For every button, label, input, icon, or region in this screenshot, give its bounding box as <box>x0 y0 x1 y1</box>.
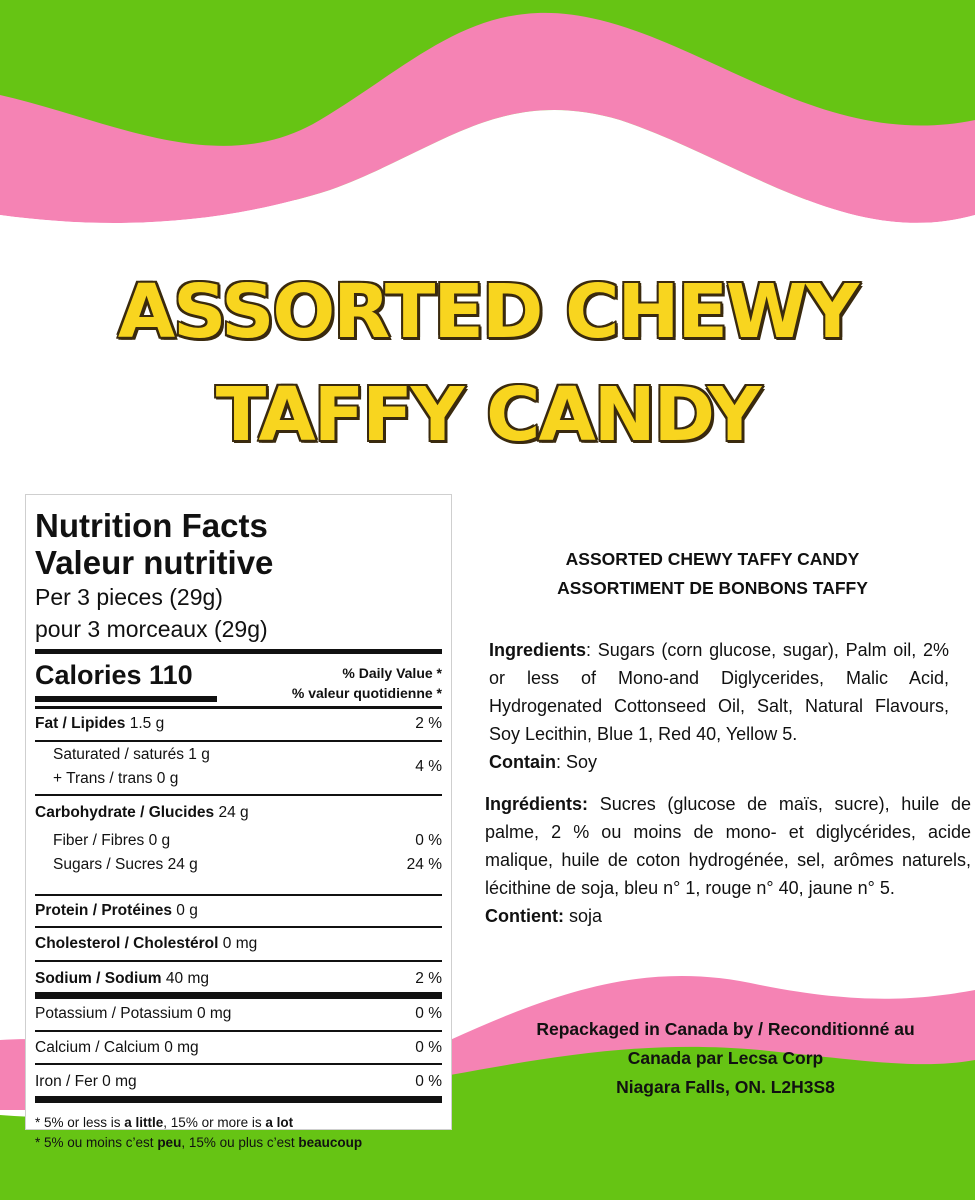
calories-underline <box>35 696 217 702</box>
repack-line-1: Repackaged in Canada by / Reconditionné au <box>536 1019 915 1039</box>
ingredients-en-label: Ingredients <box>489 640 587 660</box>
fat-pct: 2 % <box>415 715 442 732</box>
nutrition-heading-en: Nutrition Facts <box>35 507 268 544</box>
fiber-label: Fiber / Fibres 0 g <box>53 832 171 849</box>
carb-amount: 24 g <box>218 804 249 821</box>
sugars-pct: 24 % <box>406 856 442 873</box>
repack-line-3: Niagara Falls, ON. L2H3S8 <box>616 1077 835 1097</box>
fat-amount: 1.5 g <box>129 715 165 732</box>
contains-en: Contain: Soy <box>489 752 598 772</box>
potassium-pct: 0 % <box>415 1005 442 1022</box>
calcium-label: Calcium / Calcium 0 mg <box>35 1039 199 1056</box>
product-name-en: ASSORTED CHEWY TAFFY CANDY <box>565 549 860 569</box>
iron-label: Iron / Fer 0 mg <box>35 1073 137 1090</box>
calcium-row <box>35 1032 442 1065</box>
calcium-pct: 0 % <box>415 1039 442 1056</box>
divider-heavy-bottom <box>35 1096 442 1103</box>
saturated-trans-pct: 4 % <box>415 758 442 775</box>
fat-label: Fat / Lipides <box>35 715 126 732</box>
calories-row <box>35 654 442 706</box>
iron-row <box>35 1065 442 1096</box>
ingredients-fr-text: Sucres (glucose de maïs, sucre), huile de palme, 2 % ou moins de mono- et diglycérides, acide malique, huile de coton hydrogénée, sel, arômes naturels, lécithine de soja, bleu n° 1, rouge n° 40, jaune n° 5. <box>485 794 971 898</box>
potassium-label: Potassium / Potassium 0 mg <box>35 1005 232 1022</box>
protein-row <box>35 896 442 928</box>
serving-size-en: Per 3 pieces (29g) <box>35 584 223 610</box>
protein-amount: 0 g <box>176 902 198 919</box>
fiber-pct: 0 % <box>415 832 442 849</box>
footnote-en: * 5% or less is a little, 15% or more is a lot <box>35 1115 294 1130</box>
ingredients-fr <box>485 790 971 930</box>
sugars-label: Sugars / Sucres 24 g <box>53 856 198 873</box>
ingredients-fr-label: Ingrédients: <box>485 794 589 814</box>
ingredients-en <box>489 636 949 776</box>
product-name-fr: ASSORTIMENT DE BONBONS TAFFY <box>557 578 868 598</box>
product-title-line-1: ASSORTED CHEWY <box>117 269 858 355</box>
product-title-line-2: TAFFY CANDY <box>215 372 760 458</box>
contains-fr: Contient: soja <box>485 906 603 926</box>
saturated-trans-row <box>35 742 442 796</box>
cholesterol-label: Cholesterol / Cholestérol <box>35 935 219 952</box>
protein-label: Protein / Protéines <box>35 902 172 919</box>
ingredients-en-text: : Sugars (corn glucose, sugar), Palm oil, 2% or less of Mono-and Diglycerides, Malic Acid, Hydrogenated Cottonseed Oil, Salt, Natural Flavours, Soy Lecithin, Blue 1, Red 40, Yellow 5. <box>489 640 949 744</box>
serving-size-fr: pour 3 morceaux (29g) <box>35 616 268 642</box>
carbohydrate-block <box>35 796 442 896</box>
divider-heavy <box>35 992 442 999</box>
calories-label: Calories 110 <box>35 660 193 690</box>
footnote-fr: * 5% ou moins c’est peu, 15% ou plus c’est beaucoup <box>35 1135 363 1150</box>
cholesterol-row <box>35 928 442 962</box>
sodium-row <box>35 962 442 992</box>
daily-value-header <box>292 663 442 703</box>
daily-value-en: % Daily Value * <box>342 665 442 681</box>
sodium-pct: 2 % <box>415 970 442 987</box>
saturated-label: Saturated / saturés 1 g <box>53 746 210 763</box>
potassium-row <box>35 999 442 1032</box>
repackaged-info <box>488 1015 963 1102</box>
daily-value-fr: % valeur quotidienne * <box>291 685 442 701</box>
nutrition-heading-fr: Valeur nutritive <box>35 544 274 581</box>
fat-row <box>35 709 442 742</box>
cholesterol-amount: 0 mg <box>222 935 258 952</box>
sodium-amount: 40 mg <box>165 970 209 987</box>
carb-label: Carbohydrate / Glucides <box>35 804 215 821</box>
trans-label: + Trans / trans 0 g <box>53 770 179 787</box>
footnote <box>35 1113 442 1153</box>
sodium-label: Sodium / Sodium <box>35 970 162 987</box>
repack-line-2: Canada par Lecsa Corp <box>627 1048 824 1068</box>
iron-pct: 0 % <box>415 1073 442 1090</box>
nutrition-facts-panel <box>25 494 452 1150</box>
